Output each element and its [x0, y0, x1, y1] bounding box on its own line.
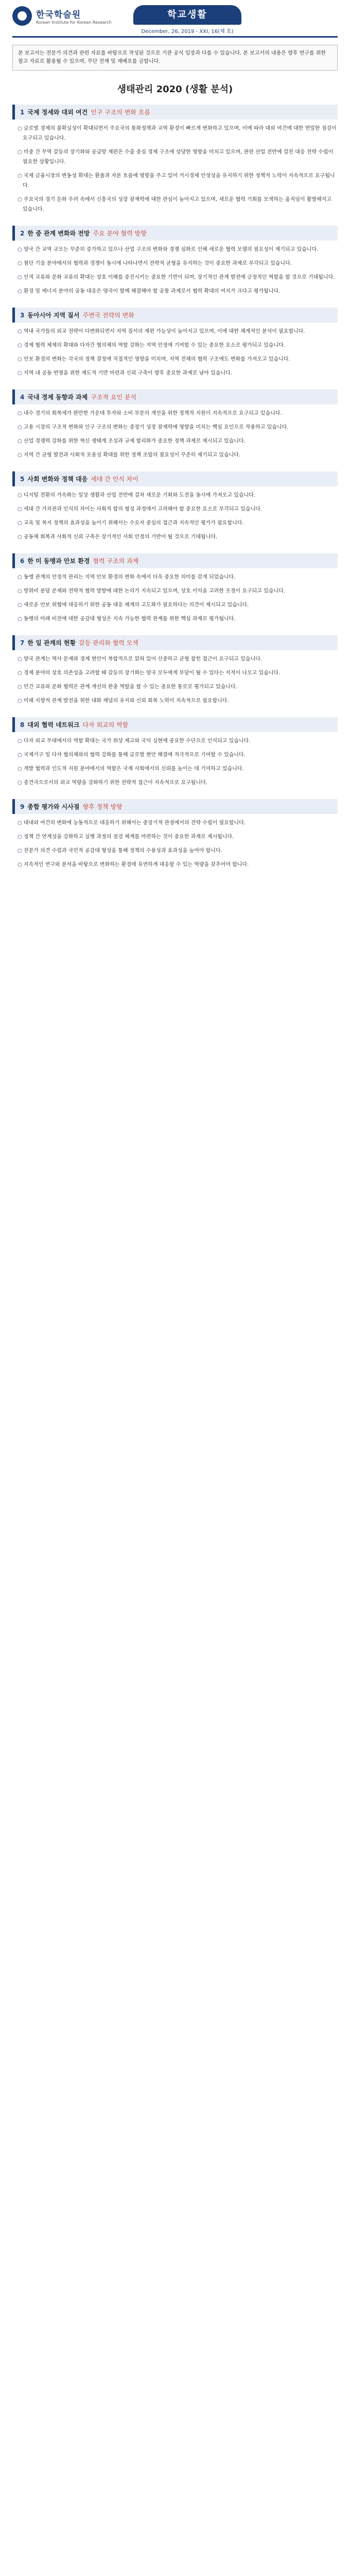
- section: [12, 389, 338, 460]
- logo-text: [36, 7, 112, 25]
- section-number: 9: [20, 803, 25, 810]
- paragraph: ○ 역내 국가들의 외교 전략이 다변화되면서 지역 질서의 재편 가능성이 높아지고 있으며, 이에 대한 체계적인 분석이 필요합니다.: [18, 327, 338, 336]
- paragraph: ○ 미래 지향적 관계 발전을 위한 대화 채널의 유지와 신뢰 회복 노력이 지속적으로 필요합니다.: [18, 696, 338, 706]
- paragraph: ○ 개발 협력과 인도적 지원 분야에서의 역할은 국제 사회에서의 신뢰를 높이는 데 기여하고 있습니다.: [18, 764, 338, 774]
- section-title: 동아시아 지역 질서: [27, 312, 80, 319]
- section-heading: [12, 308, 338, 323]
- section: [12, 105, 338, 214]
- emblem-icon: [12, 6, 32, 26]
- paragraph: ○ 주요국의 경기 둔화 우려 속에서 신흥국의 성장 잠재력에 대한 관심이 높아지고 있으며, 새로운 협력 기회를 모색하는 움직임이 활발해지고 있습니다.: [18, 195, 338, 214]
- section-number: 2: [20, 230, 25, 237]
- section-title: 국제 정세와 대외 여건: [27, 109, 88, 116]
- section-subtitle: 향후 정책 방향: [82, 803, 122, 810]
- paragraph: ○ 정책 간 연계성을 강화하고 실행 과정의 점검 체계를 마련하는 것이 중요한 과제로 제시됩니다.: [18, 832, 338, 842]
- paragraph: ○ 전문가 의견 수렴과 국민적 공감대 형성을 통해 정책의 수용성과 효과성을 높여야 합니다.: [18, 846, 338, 856]
- section-title: 한 일 관계의 현황: [27, 639, 76, 647]
- paragraph: ○ 경제 협력 체제의 확대와 다자간 협의체의 역할 강화는 지역 안정에 기여할 수 있는 중요한 요소로 평가되고 있습니다.: [18, 341, 338, 350]
- banner-title: 학교생활: [167, 9, 207, 20]
- section-number: 7: [20, 639, 25, 647]
- section-heading: [12, 799, 338, 814]
- section-number: 1: [20, 109, 25, 116]
- section-subtitle: 협력 구조의 과제: [93, 557, 139, 565]
- paragraph: ○ 경제 분야의 상호 의존성을 고려할 때 갈등의 장기화는 양국 모두에게 부담이 될 수 있다는 지적이 나오고 있습니다.: [18, 668, 338, 678]
- paragraph: ○ 다자 외교 무대에서의 역할 확대는 국가 위상 제고와 국익 실현에 중요한 수단으로 인식되고 있습니다.: [18, 736, 338, 746]
- section-number: 5: [20, 476, 25, 483]
- section-title: 대외 협력 네트워크: [27, 721, 80, 728]
- paragraph: ○ 세대 간 가치관과 인식의 차이는 사회적 합의 형성 과정에서 고려해야 할 중요한 요소로 부각되고 있습니다.: [18, 504, 338, 514]
- org-name-en: Korean Institute for Korean Research: [36, 20, 112, 25]
- section-subtitle: 다자 외교의 역할: [82, 721, 129, 728]
- paragraph: ○ 미중 간 무역 갈등의 장기화와 공급망 재편은 수출 중심 경제 구조에 상당한 영향을 미치고 있으며, 관련 산업 전반에 걸친 대응 전략 수립이 필요한 상황입니다.: [18, 147, 338, 167]
- paragraph: ○ 새로운 안보 위협에 대응하기 위한 공동 대응 체계의 고도화가 필요하다는 의견이 제시되고 있습니다.: [18, 600, 338, 610]
- notice-box: 본 보고서는 전문가 의견과 관련 자료를 바탕으로 작성된 것으로 기관 공식 입장과 다를 수 있습니다. 본 보고서의 내용은 향후 연구를 위한 참고 자료로 활용될 수 있으며, 무단 전재 및 재배포를 금합니다.: [12, 45, 338, 71]
- paragraph: ○ 지역 내 공동 번영을 위한 제도적 기반 마련과 신뢰 구축이 향후 중요한 과제로 남아 있습니다.: [18, 368, 338, 378]
- paragraph: ○ 지역 간 균형 발전과 사회적 포용성 확대를 위한 정책 조합의 필요성이 꾸준히 제기되고 있습니다.: [18, 450, 338, 460]
- section-subtitle: 갈등 관리와 협력 모색: [79, 639, 138, 647]
- paragraph: ○ 산업 경쟁력 강화를 위한 혁신 생태계 조성과 규제 합리화가 중요한 정책 과제로 제시되고 있습니다.: [18, 436, 338, 446]
- issue-banner: [133, 5, 241, 25]
- section: [12, 635, 338, 706]
- paragraph: ○ 동맹 관계의 안정적 관리는 지역 안보 환경의 변화 속에서 더욱 중요한 의미를 갖게 되었습니다.: [18, 572, 338, 582]
- section-heading: [12, 635, 338, 650]
- sections-container: [12, 105, 338, 870]
- issue-info: December, 26, 2019 - XXI, 16(제 호): [141, 29, 234, 35]
- page-header: [12, 0, 338, 38]
- section-title: 한 중 관계 변화와 전망: [27, 230, 90, 237]
- paragraph: ○ 내수 경기의 회복세가 완만한 가운데 투자와 소비 부문의 개선을 위한 정책적 지원이 지속적으로 요구되고 있습니다.: [18, 409, 338, 418]
- paragraph: ○ 고용 시장의 구조적 변화와 인구 구조의 변화는 중장기 성장 잠재력에 영향을 미치는 핵심 요인으로 작용하고 있습니다.: [18, 422, 338, 432]
- section-title: 한 미 동맹과 안보 환경: [27, 557, 90, 565]
- paragraph: ○ 양국 간 교역 규모는 꾸준히 증가하고 있으나 산업 구조의 변화와 경쟁 심화로 인해 새로운 협력 모델의 필요성이 제기되고 있습니다.: [18, 245, 338, 255]
- section: [12, 717, 338, 788]
- paragraph: ○ 민간 교류와 문화 협력은 관계 개선의 완충 역할을 할 수 있는 중요한 통로로 평가되고 있습니다.: [18, 682, 338, 692]
- section-heading: [12, 389, 338, 404]
- section-heading: [12, 471, 338, 486]
- section-subtitle: 주변국 전략의 변화: [82, 312, 134, 319]
- paragraph: ○ 지속적인 연구와 분석을 바탕으로 변화하는 환경에 유연하게 대응할 수 있는 역량을 갖추어야 합니다.: [18, 860, 338, 870]
- org-logo: [12, 6, 112, 26]
- section-subtitle: 인구 구조의 변화 흐름: [91, 109, 151, 116]
- section-heading: [12, 717, 338, 732]
- paragraph: ○ 중견국으로서의 외교 역량을 강화하기 위한 전략적 접근이 지속적으로 요구됩니다.: [18, 778, 338, 788]
- paragraph: ○ 국제기구 및 다자 협의체와의 협력 강화를 통해 글로벌 현안 해결에 적극적으로 기여할 수 있습니다.: [18, 750, 338, 760]
- paragraph: ○ 양국 관계는 역사 문제와 경제 현안이 복합적으로 얽혀 있어 신중하고 균형 잡힌 접근이 요구되고 있습니다.: [18, 654, 338, 664]
- paragraph: ○ 국제 금융시장의 변동성 확대는 환율과 자본 흐름에 영향을 주고 있어 거시경제 안정성을 유지하기 위한 정책적 노력이 지속적으로 요구됩니다.: [18, 171, 338, 191]
- paragraph: ○ 공동체 회복과 사회적 신뢰 구축은 장기적인 사회 안정의 기반이 될 것으로 기대됩니다.: [18, 532, 338, 542]
- paragraph: ○ 방위비 분담 문제와 전략적 협력 방향에 대한 논의가 지속되고 있으며, 상호 이익을 고려한 조정이 요구되고 있습니다.: [18, 586, 338, 596]
- section-heading: [12, 553, 338, 568]
- section-title: 사회 변화와 정책 대응: [27, 476, 88, 483]
- section: [12, 308, 338, 378]
- section-number: 4: [20, 394, 25, 401]
- section-subtitle: 구조적 요인 분석: [91, 394, 137, 401]
- paragraph: ○ 동맹의 미래 비전에 대한 공감대 형성은 지속 가능한 협력 관계를 위한 핵심 과제로 평가됩니다.: [18, 614, 338, 624]
- paragraph: ○ 대내외 여건의 변화에 능동적으로 대응하기 위해서는 중장기적 관점에서의 전략 수립이 필요합니다.: [18, 818, 338, 828]
- page-title: 생태관리 2020 (생활 분석): [117, 84, 233, 95]
- section-number: 8: [20, 721, 25, 728]
- section-subtitle: 세대 간 인식 차이: [91, 476, 138, 483]
- paragraph: ○ 글로벌 경제의 불확실성이 확대되면서 주요국의 통화정책과 교역 환경이 빠르게 변화하고 있으며, 이에 따라 대외 여건에 대한 면밀한 점검이 요구되고 있습니다.: [18, 124, 338, 143]
- section-number: 6: [20, 557, 25, 565]
- section: [12, 226, 338, 296]
- paragraph: ○ 인적 교류와 문화 교류의 확대는 상호 이해를 증진시키는 중요한 기반이 되며, 장기적인 관계 발전에 긍정적인 역할을 할 것으로 기대됩니다.: [18, 273, 338, 282]
- paragraph: ○ 환경 및 에너지 분야의 공동 대응은 양국이 함께 해결해야 할 공통 과제로서 협력 확대의 여지가 크다고 평가됩니다.: [18, 286, 338, 296]
- section-heading: [12, 105, 338, 120]
- paragraph: ○ 디지털 전환의 가속화는 일상 생활과 산업 전반에 걸쳐 새로운 기회와 도전을 동시에 가져오고 있습니다.: [18, 490, 338, 500]
- org-name-ko: 한국학술원: [36, 10, 81, 20]
- section-title: 종합 평가와 시사점: [27, 803, 80, 810]
- section: [12, 553, 338, 624]
- paragraph: ○ 교육 및 복지 정책의 효과성을 높이기 위해서는 수요자 중심의 접근과 지속적인 평가가 필요합니다.: [18, 518, 338, 528]
- section-subtitle: 주요 분야 협력 방향: [93, 230, 147, 237]
- section-heading: [12, 226, 338, 241]
- section: [12, 799, 338, 870]
- paragraph: ○ 첨단 기술 분야에서의 협력과 경쟁이 동시에 나타나면서 전략적 균형을 유지하는 것이 중요한 과제로 부각되고 있습니다.: [18, 259, 338, 268]
- section-number: 3: [20, 312, 25, 319]
- paragraph: ○ 안보 환경의 변화는 각국의 정책 결정에 직접적인 영향을 미치며, 지역 전체의 협력 구조에도 변화를 가져오고 있습니다.: [18, 354, 338, 364]
- section: [12, 471, 338, 542]
- section-title: 국내 경제 동향과 과제: [27, 394, 88, 401]
